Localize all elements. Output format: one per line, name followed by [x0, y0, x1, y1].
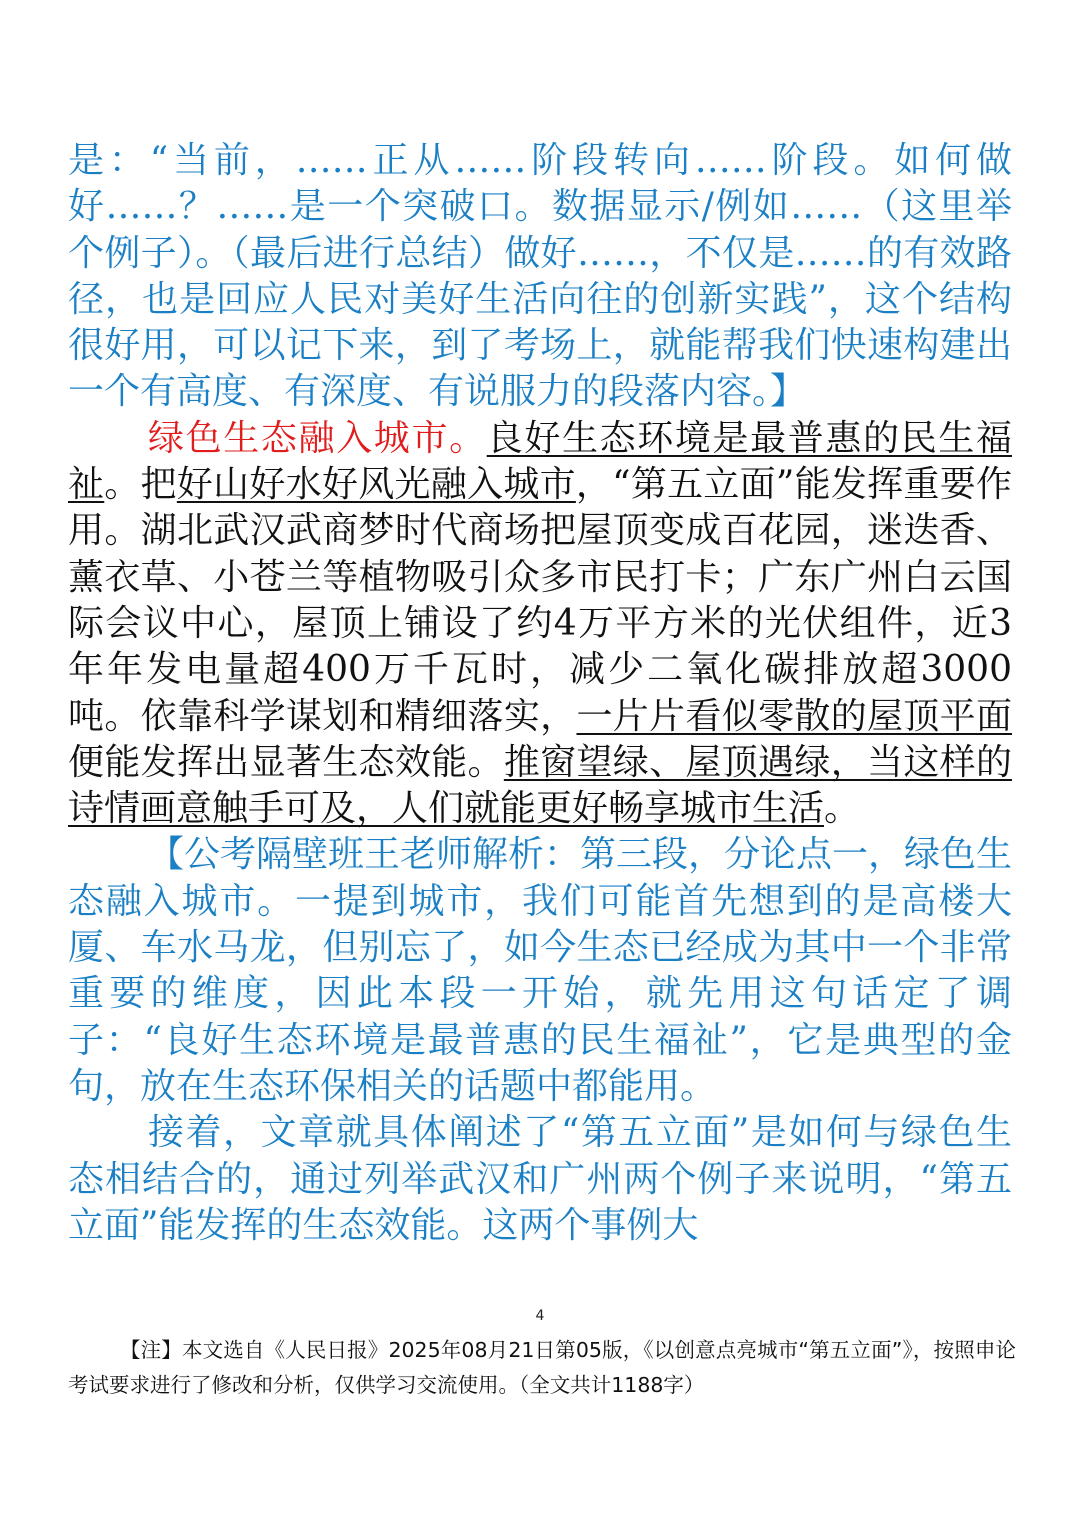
body-text: 便能发挥出显著生态效能。 [68, 741, 504, 783]
footer-note: 【注】本文选自《人民日报》2025年08月21日第05版，《以创意点亮城市“第五立面”》，按照申论考试要求进行了修改和分析，仅供学习交流使用。（全文共计1188字） [68, 1338, 1016, 1397]
underlined-key-sentence: 良好生态环境是最普惠的民生福祉 [68, 417, 1012, 506]
body-text: 。把 [104, 464, 177, 506]
analysis-paragraph: 接着，文章就具体阐述了“第五立面”是如何与绿色生态相结合的，通过列举武汉和广州两个例子来说明，“第五立面”能发挥的生态效能。这两个事例大 [68, 1112, 1012, 1246]
page-number: 4 [535, 1308, 545, 1324]
body-text: ，“第五立面”能发挥重要作用。湖北武汉武商梦时代商场把屋顶变成百花园，迷迭香、薰衣草、小苍兰等植物吸引众多市民打卡；广东广州白云国际会议中心，屋顶上铺设了约4万平方米的光伏组件，近3年年发电量超400万千瓦时，减少二氧化碳排放超3000吨。依靠科学谋划和精细落实， [68, 464, 1012, 737]
underlined-key-phrase: 一片片看似零散的屋顶平面 [576, 695, 1012, 737]
body-text: 。 [824, 788, 861, 830]
article-paragraph-green-ecology [68, 416, 1012, 833]
underlined-key-sentence: 推窗望绿、屋顶遇绿，当这样的诗情画意触手可及，人们就能更好畅享城市生活 [68, 741, 1012, 830]
analysis-paragraph-continued: 是：“当前，……正从……阶段转向……阶段。如何做好……？……是一个突破口。数据显示/例如……（这里举个例子）。（最后进行总结）做好……，不仅是……的有效路径，也是回应人民对美好生活向往的创新实践”，这个结构很好用，可以记下来，到了考场上，就能帮我们快速构建出一个有高度、有深度、有说服力的段落内容。】 [68, 140, 1012, 413]
document-body [68, 138, 1012, 1249]
underlined-key-phrase: 好山好水好风光融入城市 [176, 464, 576, 506]
section-heading: 绿色生态融入城市。 [148, 417, 487, 459]
analysis-paragraph: 【公考隔壁班王老师解析：第三段，分论点一，绿色生态融入城市。一提到城市，我们可能首先想到的是高楼大厦、车水马龙，但别忘了，如今生态已经成为其中一个非常重要的维度，因此本段一开始，就先用这句话定了调子：“良好生态环境是最普惠的民生福祉”，它是典型的金句，放在生态环保相关的话题中都能用。 [68, 834, 1013, 1107]
